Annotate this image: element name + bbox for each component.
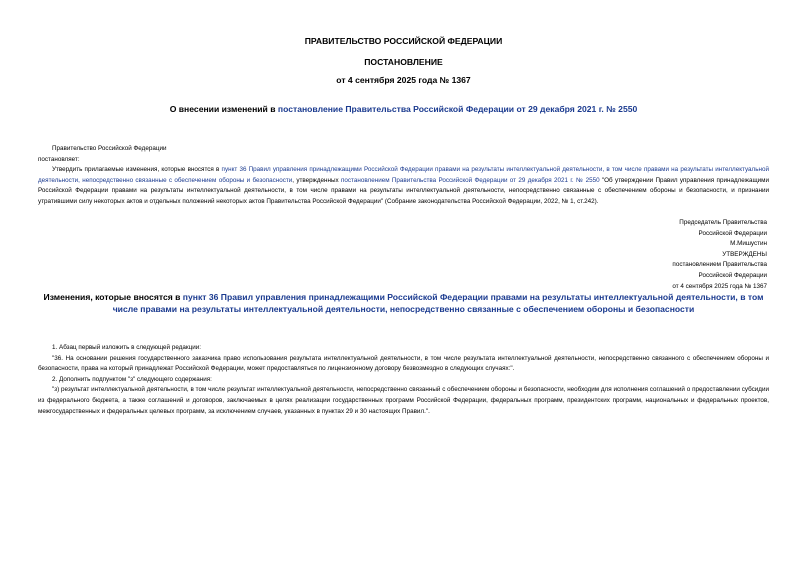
signature-position: Председатель Правительства <box>679 219 767 226</box>
preamble-paragraph <box>38 165 769 207</box>
preamble-government: Правительство Российской Федерации <box>52 145 167 152</box>
document-date-number: от 4 сентября 2025 года № 1367 <box>336 75 471 85</box>
changes-title-link[interactable]: пункт 36 Правил управления принадлежащими Российской Федерации правами на результаты интеллектуальной деятельности, в том числе правами на результаты интеллектуальной деятельности, непосредственно связанные с обеспечением обороны и безопасности <box>112 292 764 314</box>
approved-date: от 4 сентября 2025 года № 1367 <box>672 282 767 290</box>
document-type: ПОСТАНОВЛЕНИЕ <box>364 57 443 67</box>
approved-country: Российской Федерации <box>698 271 767 279</box>
preamble-resolves: постановляет: <box>38 155 80 163</box>
title-link[interactable]: постановление Правительства Российской Федерации от 29 декабря 2021 г. № 2550 <box>277 104 638 114</box>
paragraph-text-b: , утвержденных <box>292 176 341 184</box>
paragraph-text-c: "Об утверждении Правил управления принадлежащими Российской Федерации правами на результаты интеллектуальной деятельности, в том числе правами на результаты интеллектуальной деятельности, непосредственно связанные с обеспечением обороны и безопасности, и признании утратившими силу некоторых актов и отдельных положений некоторых актов Правительства Российской Федерации" (Собрание законодательства Российской Федерации, 2022, № 1, ст.242). <box>38 176 769 205</box>
change-item-2: 2. Дополнить подпунктом "з" следующего содержания: <box>52 375 212 383</box>
signature-block <box>672 218 767 292</box>
rules-point-36-link[interactable]: пункт 36 Правил управления принадлежащими Российской Федерации правами на результаты интеллектуальной деятельности, в том числе правами на результаты интеллектуальной деятельности, непосредственно связанные с обеспечением обороны и безопасности <box>38 166 770 184</box>
document-title-prefix: О внесении изменений в <box>169 104 278 114</box>
changes-title-prefix: Изменения, которые вносятся в <box>43 292 183 302</box>
change-item-2-text: "з) результат интеллектуальной деятельности, в том числе результат интеллектуальной деятельности, непосредственно связанный с обеспечением обороны и безопасности, необходим для исполнения соглашений о предоставлении субсидии из федерального бюджета, а также соглашений и договоров, заключаемых в целях реализации государственных программ Российской Федерации, федеральных программ, президентских программ, национальных и федеральных проектов, межгосударственных и федеральных целевых программ, за исключением случаев, указанных в пунктах 29 и 30 настоящих Правил.". <box>38 386 769 415</box>
signature-name: М.Мишустин <box>730 240 767 248</box>
approved-by: постановлением Правительства <box>672 261 767 269</box>
paragraph-text-a: Утвердить прилагаемые изменения, которые вносятся в <box>52 166 222 174</box>
change-item-1-text: "36. На основании решения государственного заказчика право использования результата интеллектуальной деятельности, в том числе результата интеллектуальной деятельности, непосредственно связанного с обеспечением обороны и безопасности, права на который принадлежат Российской Федерации, может предоставляться по лицензионному договору безвозмездно в следующих случаях:". <box>38 354 769 373</box>
change-item-1: 1. Абзац первый изложить в следующей редакции: <box>52 344 202 351</box>
government-heading: ПРАВИТЕЛЬСТВО РОССИЙСКОЙ ФЕДЕРАЦИИ <box>304 36 503 46</box>
approved-label: УТВЕРЖДЕНЫ <box>722 250 767 258</box>
signature-country: Российской Федерации <box>698 229 767 237</box>
changes-title <box>38 292 769 315</box>
document-title <box>0 104 807 114</box>
resolution-2550-link[interactable]: постановлением Правительства Российской Федерации от 29 декабря 2021 г. № 2550 <box>341 176 600 184</box>
